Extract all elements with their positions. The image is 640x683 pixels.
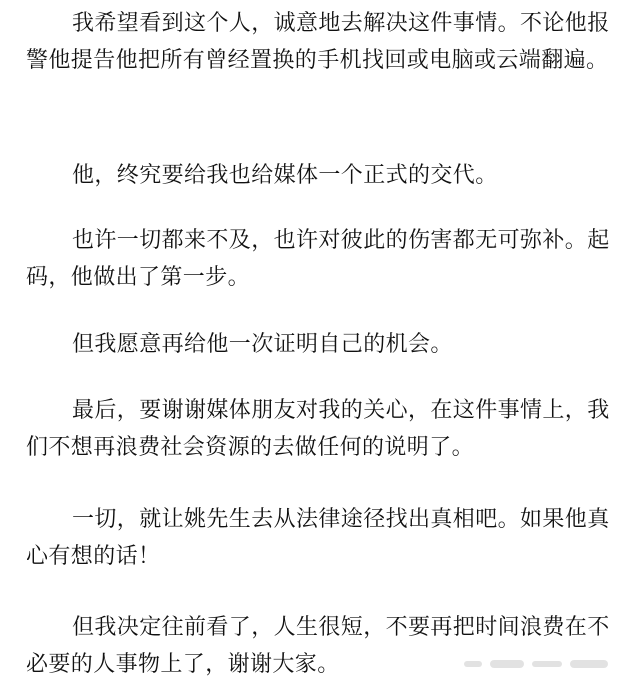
statement-paragraph-5: 最后，要谢谢媒体朋友对我的关心，在这件事情上，我们不想再浪费社会资源的去做任何的说明了。	[26, 398, 610, 460]
statement-paragraph-6: 一切，就让姚先生去从法律途径找出真相吧。如果他真心有想的话！	[26, 507, 610, 569]
statement-paragraph-7: 但我决定往前看了，人生很短，不要再把时间浪费在不必要的人事物上了，谢谢大家。	[26, 615, 610, 677]
statement-paragraph-4: 但我愿意再给他一次证明自己的机会。	[72, 332, 453, 357]
statement-paragraph-3: 也许一切都来不及，也许对彼此的伤害都无可弥补。起码，他做出了第一步。	[26, 228, 610, 290]
statement-paragraph-1: 我希望看到这个人，诚意地去解决这件事情。不论他报警他提告他把所有曾经置换的手机找回或电脑或云端翻遍。	[26, 11, 610, 73]
faint-watermark	[462, 655, 612, 673]
statement-paragraph-2: 他，终究要给我也给媒体一个正式的交代。	[72, 163, 498, 188]
